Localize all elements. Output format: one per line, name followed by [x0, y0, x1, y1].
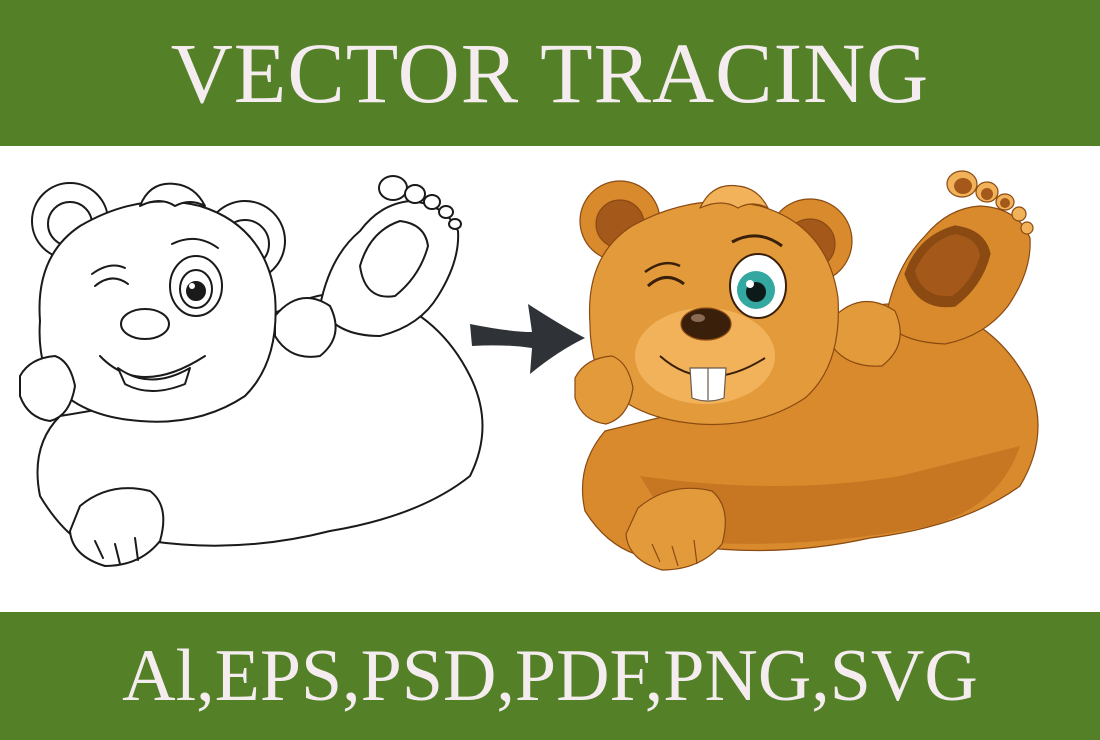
page-title: VECTOR TRACING	[170, 25, 930, 121]
format-list: Al,EPS,PSD,PDF,PNG,SVG	[122, 635, 978, 717]
footer-banner	[0, 612, 1100, 740]
header-banner	[0, 0, 1100, 146]
illustration-svg	[0, 146, 1100, 612]
right-arrow-icon	[470, 304, 585, 374]
illustration-area	[0, 146, 1100, 612]
colored-bear	[575, 171, 1038, 570]
line-art-bear	[20, 176, 483, 566]
